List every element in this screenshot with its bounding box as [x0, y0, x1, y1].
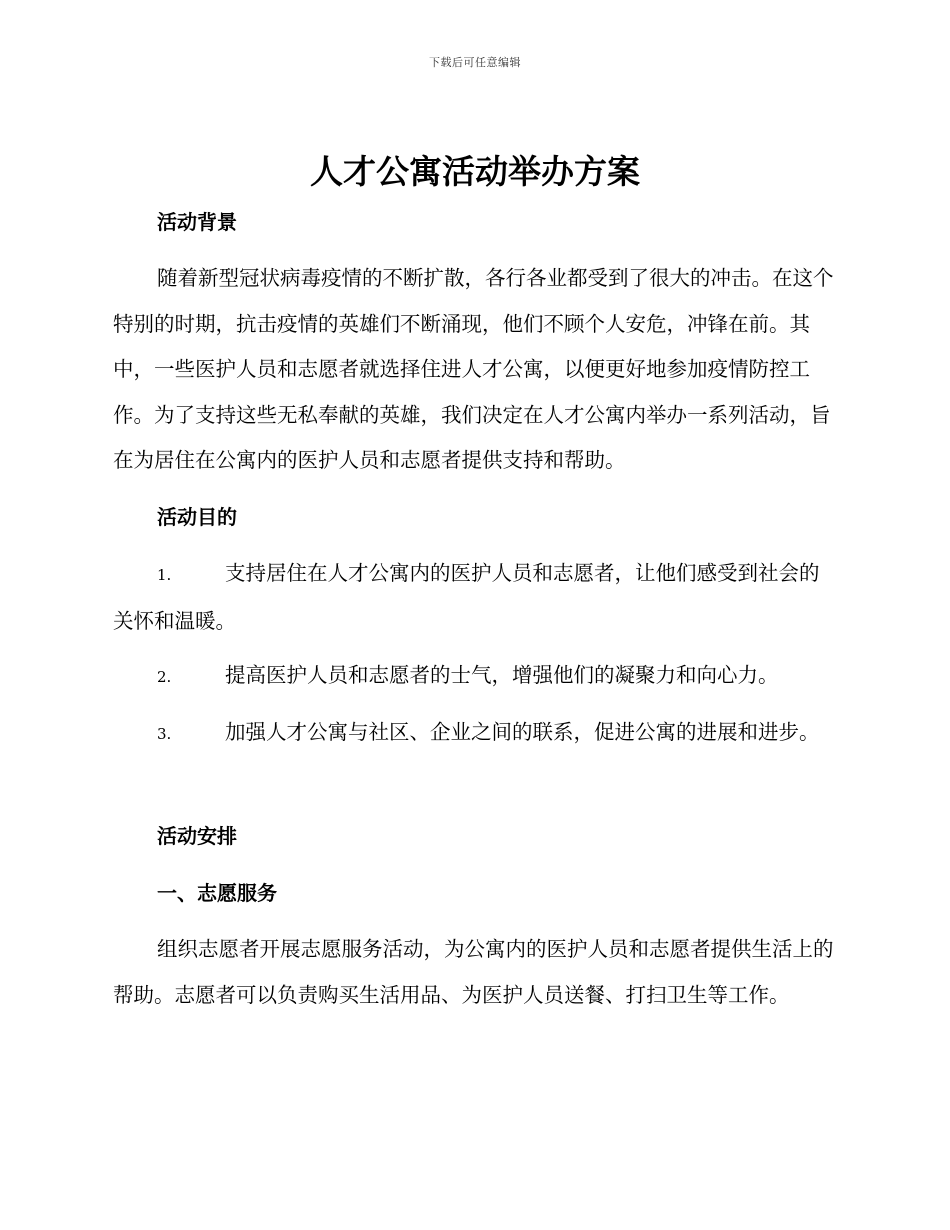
document-title: 人才公寓活动举办方案: [310, 152, 640, 191]
header-note: 下载后可任意编辑: [429, 56, 521, 69]
list-item-text: 支持居住在人才公寓内的医护人员和志愿者，让他们感受到社会的关怀和温暖。: [113, 561, 820, 633]
list-item-number: 2.: [157, 668, 172, 686]
section-heading-background: 活动背景: [157, 210, 237, 234]
subsection-heading-volunteer-service: 一、志愿服务: [157, 881, 277, 905]
purpose-list-item: [113, 710, 838, 758]
section-heading-purpose: 活动目的: [157, 505, 237, 529]
list-item-text: 提高医护人员和志愿者的士气，增强他们的凝聚力和向心力。: [225, 663, 779, 687]
section-heading-arrangement: 活动安排: [157, 824, 237, 848]
list-item-number: 3.: [157, 725, 172, 743]
purpose-list-item: [113, 653, 838, 701]
list-item-number: 1.: [157, 566, 172, 584]
purpose-list-item: [113, 551, 838, 644]
list-item-text: 加强人才公寓与社区、企业之间的联系，促进公寓的进展和进步。: [225, 720, 820, 744]
background-paragraph: 随着新型冠状病毒疫情的不断扩散，各行各业都受到了很大的冲击。在这个特别的时期，抗击疫情的英雄们不断涌现，他们不顾个人安危，冲锋在前。其中，一些医护人员和志愿者就选择住进人才公寓，以便更好地参加疫情防控工作。为了支持这些无私奉献的英雄，我们决定在人才公寓内举办一系列活动，旨在为居住在公寓内的医护人员和志愿者提供支持和帮助。: [113, 266, 834, 472]
arrangement-paragraph: 组织志愿者开展志愿服务活动，为公寓内的医护人员和志愿者提供生活上的帮助。志愿者可以负责购买生活用品、为医护人员送餐、打扫卫生等工作。: [113, 937, 834, 1007]
